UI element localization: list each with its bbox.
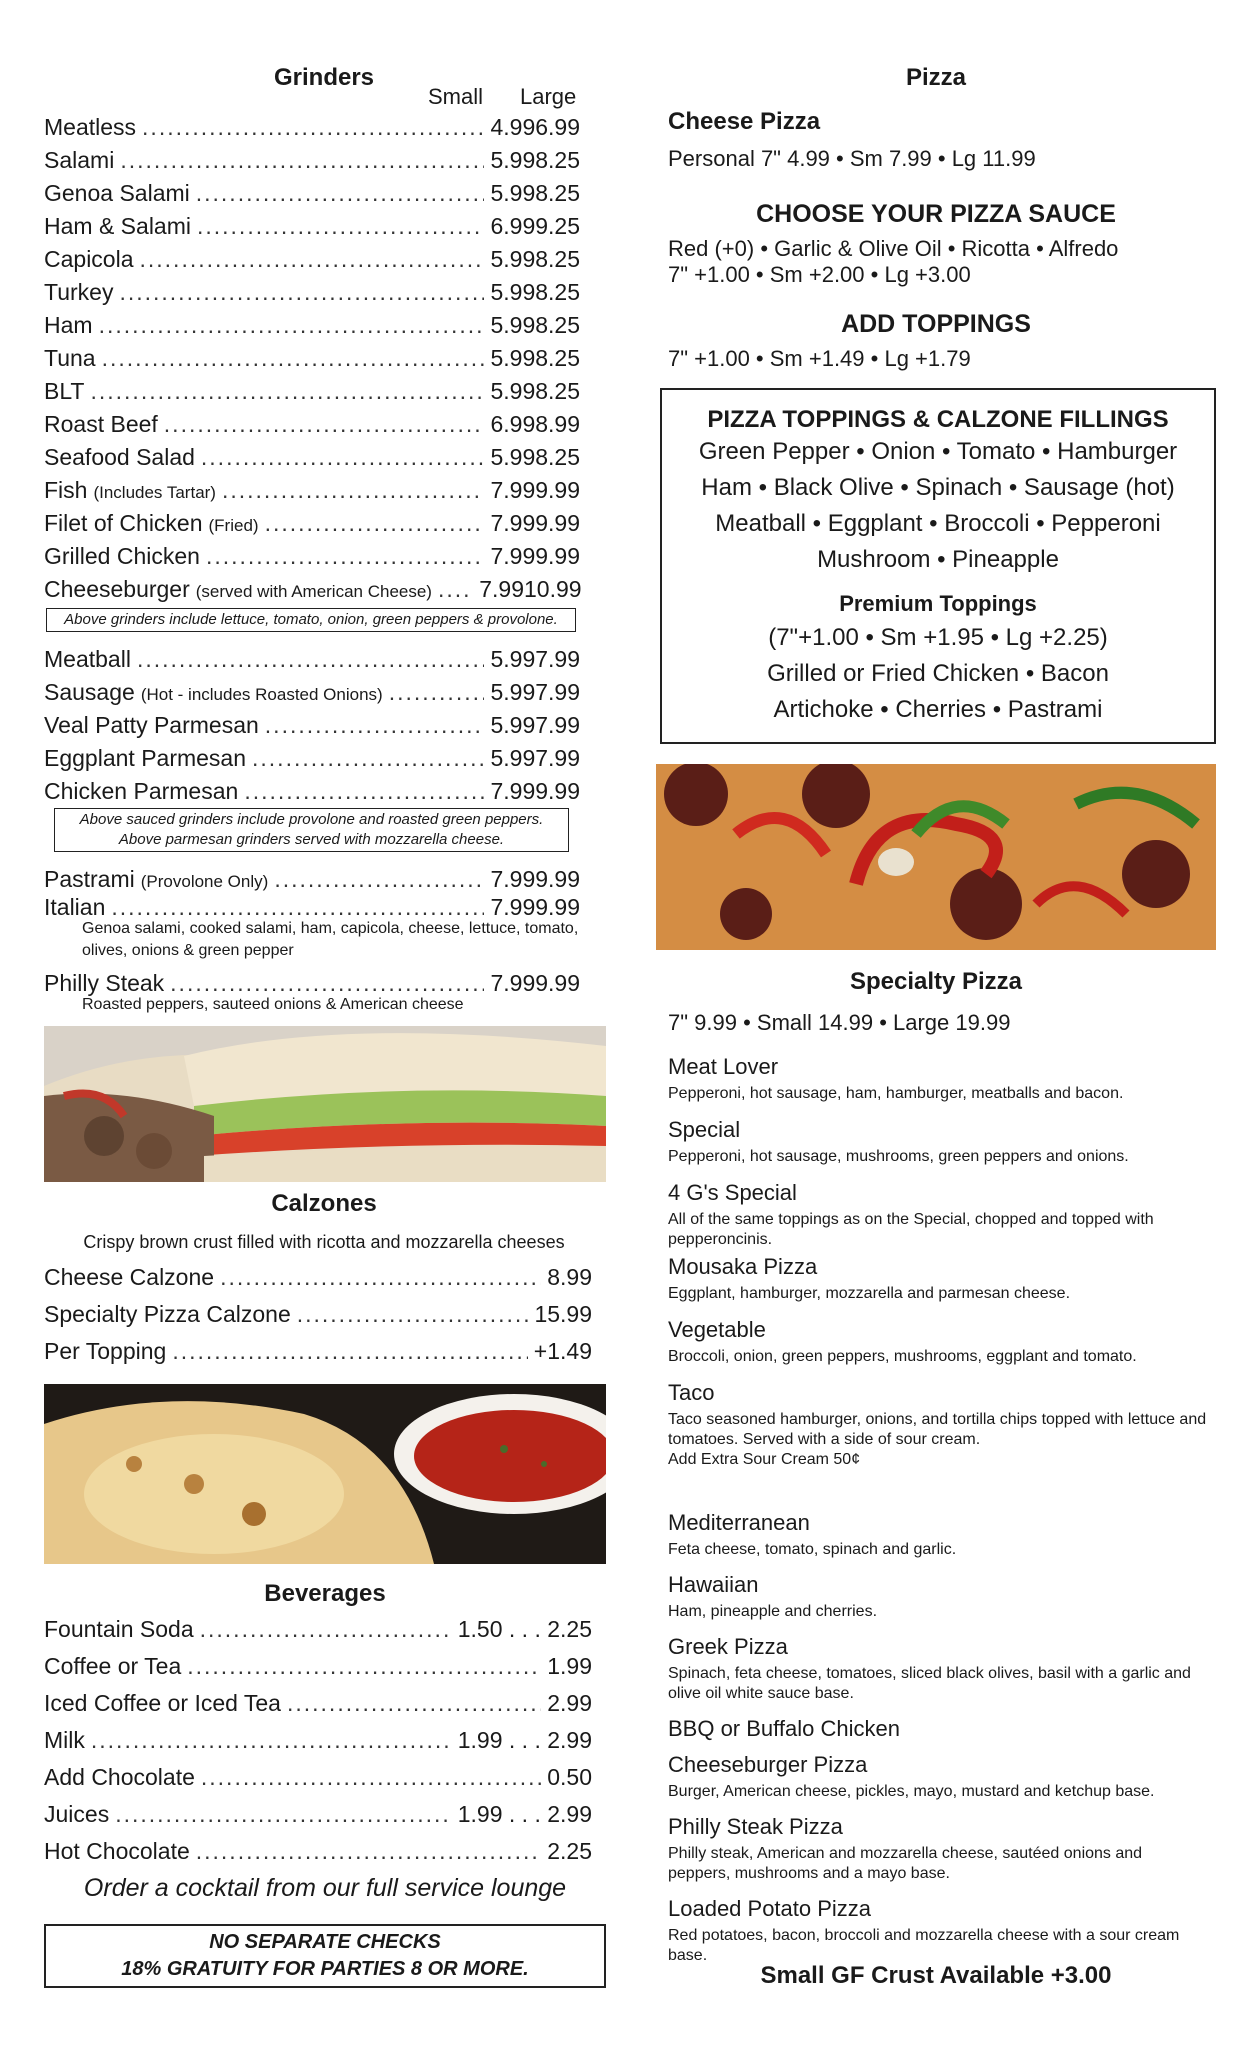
item-note: (Includes Tartar) — [93, 483, 216, 502]
menu-row — [44, 180, 580, 210]
item-name: Eggplant Parmesan — [44, 745, 247, 771]
specialty-prices: 7" 9.99 • Small 14.99 • Large 19.99 — [668, 1010, 1011, 1035]
price-small: 5.99 — [490, 444, 536, 470]
sauce-title: CHOOSE YOUR PIZZA SAUCE — [756, 200, 1116, 228]
item-name: Meatless — [44, 114, 137, 140]
specialty-name: Mediterranean — [668, 1510, 810, 1535]
toppings-line-2: Ham • Black Olive • Spinach • Sausage (hot) — [701, 474, 1175, 501]
premium-prices: (7"+1.00 • Sm +1.95 • Lg +2.25) — [768, 624, 1108, 651]
price-large: 7.99 — [535, 679, 580, 705]
notice-line-2: 18% GRATUITY FOR PARTIES 8 OR MORE. — [121, 1958, 529, 1980]
price-large: 9.99 — [535, 894, 580, 920]
cheese-pizza-prices: Personal 7" 4.99 • Sm 7.99 • Lg 11.99 — [668, 146, 1036, 171]
specialty-description: Feta cheese, tomato, spinach and garlic. — [668, 1541, 957, 1558]
item-name: Hot Chocolate — [44, 1838, 190, 1864]
item-name: Italian — [44, 894, 106, 920]
specialty-name: Vegetable — [668, 1317, 766, 1342]
specialty-description: Broccoli, onion, green peppers, mushrooms, eggplant and tomato. — [668, 1348, 1137, 1365]
price-small: 7.99 — [490, 543, 536, 569]
item-name: Per Topping — [44, 1338, 167, 1364]
price-small: 5.99 — [490, 180, 536, 206]
item-name: BLT — [44, 378, 85, 404]
menu-row — [44, 679, 580, 709]
pizza-title: Pizza — [905, 64, 967, 91]
toppings-title: ADD TOPPINGS — [841, 310, 1031, 338]
item-name: Chicken Parmesan — [44, 778, 239, 804]
leader-dots — [91, 1727, 452, 1754]
price: 8.99 — [547, 1264, 592, 1290]
leader-dots — [170, 970, 484, 997]
toppings-line-4: Mushroom • Pineapple — [817, 546, 1059, 573]
menu-row — [44, 378, 580, 408]
sandwich-photo — [44, 1026, 606, 1182]
menu-row — [44, 576, 580, 606]
specialty-extra: Add Extra Sour Cream 50¢ — [668, 1451, 861, 1468]
menu-row — [44, 213, 580, 243]
menu-row — [44, 1264, 592, 1294]
menu-row — [44, 345, 580, 375]
leader-dots — [265, 510, 485, 537]
leader-dots — [222, 477, 485, 504]
price-small: 7.99 — [479, 576, 524, 602]
specialty-description: Burger, American cheese, pickles, mayo, mustard and ketchup base. — [668, 1783, 1155, 1800]
item-note: (Fried) — [208, 516, 259, 535]
price: 1.99 . . . 2.99 — [457, 1727, 592, 1753]
size-small-header: Small — [428, 84, 484, 109]
philly-description: Roasted peppers, sauteed onions & American cheese — [82, 996, 464, 1013]
item-note: (Hot - includes Roasted Onions) — [140, 685, 383, 704]
price-large: 8.25 — [535, 279, 580, 305]
specialty-name: Cheeseburger Pizza — [668, 1752, 868, 1777]
item-name: Capicola — [44, 246, 134, 272]
price-large: 9.99 — [535, 970, 580, 996]
grinders-note-b1: Above sauced grinders include provolone and roasted green peppers. — [79, 811, 544, 828]
item-name: Meatball — [44, 646, 131, 672]
item-name: Fountain Soda — [44, 1616, 194, 1642]
price-small: 7.99 — [490, 477, 536, 503]
toppings-prices: 7" +1.00 • Sm +1.49 • Lg +1.79 — [668, 346, 971, 371]
menu-row — [44, 1727, 592, 1757]
menu-row — [44, 477, 580, 507]
specialty-name: BBQ or Buffalo Chicken — [668, 1716, 900, 1741]
price-small: 6.99 — [490, 411, 536, 437]
sauce-options: Red (+0) • Garlic & Olive Oil • Ricotta • Alfredo — [668, 236, 1119, 261]
leader-dots — [297, 1301, 529, 1328]
price-large: 9.99 — [535, 477, 580, 503]
menu-row — [44, 1338, 592, 1368]
grinders-note-b — [54, 808, 569, 852]
specialty-title: Specialty Pizza — [849, 968, 1023, 995]
price: 15.99 — [534, 1301, 592, 1327]
item-name: Add Chocolate — [44, 1764, 195, 1790]
premium-title: Premium Toppings — [839, 591, 1037, 616]
leader-dots — [197, 213, 484, 240]
menu-row — [44, 1801, 592, 1831]
item-name: Juices — [44, 1801, 110, 1827]
price: 1.99 — [547, 1653, 592, 1679]
specialty-description: Ham, pineapple and cherries. — [668, 1603, 878, 1620]
price-large: 8.25 — [535, 345, 580, 371]
menu-row — [44, 1653, 592, 1683]
price-small: 5.99 — [490, 646, 536, 672]
price-small: 7.99 — [490, 510, 536, 536]
item-name: Milk — [44, 1727, 85, 1753]
leader-dots — [120, 147, 484, 174]
price-large: 8.25 — [535, 180, 580, 206]
menu-row — [44, 712, 580, 742]
menu-row — [44, 1690, 592, 1720]
price-small: 6.99 — [490, 213, 536, 239]
price-large: 9.99 — [535, 866, 580, 892]
price-small: 5.99 — [490, 378, 536, 404]
specialty-description: Pepperoni, hot sausage, ham, hamburger, meatballs and bacon. — [668, 1085, 1124, 1102]
leader-dots — [206, 543, 485, 570]
specialty-name: Mousaka Pizza — [668, 1254, 818, 1279]
size-large-header: Large — [520, 84, 577, 109]
item-name: Fish — [44, 477, 88, 503]
italian-description: Genoa salami, cooked salami, ham, capicola, cheese, lettuce, tomato, olives, onions & green pepper — [82, 920, 579, 959]
specialty-name: Philly Steak Pizza — [668, 1814, 843, 1839]
price-small: 5.99 — [490, 147, 536, 173]
leader-dots — [201, 444, 485, 471]
specialty-name: Meat Lover — [668, 1054, 779, 1079]
price: 2.25 — [547, 1838, 592, 1864]
item-name: Filet of Chicken — [44, 510, 203, 536]
item-name: Coffee or Tea — [44, 1653, 182, 1679]
item-name: Roast Beef — [44, 411, 158, 437]
gf-crust-note: Small GF Crust Available +3.00 — [760, 1962, 1112, 1989]
item-name: Philly Steak — [44, 970, 165, 996]
leader-dots — [137, 646, 485, 673]
price-small: 5.99 — [490, 712, 536, 738]
leader-dots — [111, 894, 484, 921]
price-small: 7.99 — [490, 778, 536, 804]
toppings-line-1: Green Pepper • Onion • Tomato • Hamburger — [698, 438, 1178, 465]
leader-dots — [244, 778, 484, 805]
leader-dots — [102, 345, 485, 372]
specialty-description: Pepperoni, hot sausage, mushrooms, green peppers and onions. — [668, 1148, 1129, 1165]
leader-dots — [200, 1616, 452, 1643]
menu-row — [44, 411, 580, 441]
grinders-title: Grinders — [273, 64, 375, 91]
specialty-description: Philly steak, American and mozzarella cheese, sautéed onions and peppers, mushrooms and a mayo base. — [668, 1845, 1143, 1882]
leader-dots — [389, 679, 485, 706]
toppings-box-title: PIZZA TOPPINGS & CALZONE FILLINGS — [707, 406, 1169, 433]
leader-dots — [196, 180, 485, 207]
item-name: Veal Patty Parmesan — [44, 712, 259, 738]
grinders-note-a: Above grinders include lettuce, tomato, onion, green peppers & provolone. — [46, 608, 576, 632]
item-name: Ham — [44, 312, 93, 338]
price: +1.49 — [533, 1338, 592, 1364]
menu-row — [44, 778, 580, 808]
price-large: 6.99 — [535, 114, 580, 140]
price-small: 5.99 — [490, 345, 536, 371]
leader-dots — [172, 1338, 527, 1365]
specialty-name: 4 G's Special — [668, 1180, 797, 1205]
item-note: (Provolone Only) — [140, 872, 269, 891]
grinders-note-b2: Above parmesan grinders served with mozzarella cheese. — [118, 831, 505, 848]
price-small: 5.99 — [490, 279, 536, 305]
leader-dots — [142, 114, 484, 141]
leader-dots — [187, 1653, 541, 1680]
specialty-description: Eggplant, hamburger, mozzarella and parmesan cheese. — [668, 1285, 1071, 1302]
calzones-lead: Crispy brown crust filled with ricotta and mozzarella cheeses — [83, 1232, 565, 1252]
specialty-name: Hawaiian — [668, 1572, 759, 1597]
leader-dots — [140, 246, 485, 273]
beverages-title: Beverages — [264, 1580, 386, 1607]
specialty-name: Greek Pizza — [668, 1634, 788, 1659]
leader-dots — [115, 1801, 452, 1828]
price-large: 8.25 — [535, 147, 580, 173]
price-large: 7.99 — [535, 646, 580, 672]
price-small: 7.99 — [490, 866, 536, 892]
calzone-photo — [44, 1384, 606, 1564]
checks-notice — [44, 1924, 606, 1988]
sauce-prices: 7" +1.00 • Sm +2.00 • Lg +3.00 — [668, 262, 971, 287]
specialty-name: Special — [668, 1117, 741, 1142]
price-large: 9.99 — [535, 543, 580, 569]
item-name: Cheeseburger — [44, 576, 190, 602]
leader-dots — [252, 745, 484, 772]
menu-row — [44, 1838, 592, 1868]
menu-row — [44, 646, 580, 676]
leader-dots — [265, 712, 485, 739]
menu-row — [44, 1616, 592, 1646]
leader-dots — [220, 1264, 541, 1291]
item-name: Tuna — [44, 345, 96, 371]
leader-dots — [274, 866, 484, 893]
price: 2.99 — [547, 1690, 592, 1716]
item-name: Seafood Salad — [44, 444, 195, 470]
menu-row — [44, 114, 580, 144]
menu-row — [44, 510, 580, 540]
menu-row — [44, 543, 580, 573]
price-large: 9.25 — [535, 213, 580, 239]
price-small: 7.99 — [490, 894, 536, 920]
specialty-description: Red potatoes, bacon, broccoli and mozzarella cheese with a sour cream base. — [668, 1927, 1180, 1964]
item-name: Iced Coffee or Iced Tea — [44, 1690, 281, 1716]
item-note: (served with American Cheese) — [195, 582, 432, 601]
leader-dots — [90, 378, 484, 405]
item-name: Grilled Chicken — [44, 543, 200, 569]
price-large: 7.99 — [535, 712, 580, 738]
item-name: Genoa Salami — [44, 180, 190, 206]
menu-row — [44, 246, 580, 276]
leader-dots — [287, 1690, 541, 1717]
menu-row — [44, 745, 580, 775]
price-small: 7.99 — [490, 970, 536, 996]
premium-line-2: Artichoke • Cherries • Pastrami — [773, 696, 1103, 723]
notice-line-1: NO SEPARATE CHECKS — [209, 1931, 441, 1953]
item-name: Cheese Calzone — [44, 1264, 215, 1290]
item-name: Specialty Pizza Calzone — [44, 1301, 291, 1327]
lounge-text: Order a cocktail from our full service lounge — [83, 1874, 567, 1902]
menu-row — [44, 147, 580, 177]
price-small: 4.99 — [490, 114, 536, 140]
toppings-line-3: Meatball • Eggplant • Broccoli • Pepperoni — [715, 510, 1161, 537]
menu-row — [44, 279, 580, 309]
premium-line-1: Grilled or Fried Chicken • Bacon — [767, 660, 1109, 687]
price-large: 8.25 — [535, 246, 580, 272]
specialty-name: Loaded Potato Pizza — [668, 1896, 872, 1921]
item-name: Turkey — [44, 279, 114, 305]
item-name: Pastrami — [44, 866, 135, 892]
price-large: 7.99 — [535, 745, 580, 771]
price: 1.99 . . . 2.99 — [457, 1801, 592, 1827]
leader-dots — [201, 1764, 541, 1791]
leader-dots — [99, 312, 485, 339]
price-large: 10.99 — [524, 576, 582, 602]
price-large: 8.25 — [535, 378, 580, 404]
toppings-box — [660, 388, 1216, 744]
menu-row — [44, 866, 580, 896]
menu-row — [44, 444, 580, 474]
specialty-description: All of the same toppings as on the Special, chopped and topped with pepperoncinis. — [668, 1211, 1154, 1248]
cheese-pizza-title: Cheese Pizza — [668, 108, 821, 135]
specialty-description: Spinach, feta cheese, tomatoes, sliced black olives, basil with a garlic and olive oil white sauce base. — [668, 1665, 1191, 1702]
price-large: 9.99 — [535, 778, 580, 804]
pizza-photo — [656, 764, 1216, 950]
menu-row — [44, 1764, 592, 1794]
specialty-name: Taco — [668, 1380, 715, 1405]
leader-dots — [196, 1838, 541, 1865]
price-small: 5.99 — [490, 246, 536, 272]
price: 1.50 . . . 2.25 — [457, 1616, 592, 1642]
price-large: 8.25 — [535, 444, 580, 470]
item-name: Salami — [44, 147, 115, 173]
price-small: 5.99 — [490, 312, 536, 338]
item-name: Ham & Salami — [44, 213, 191, 239]
calzones-title: Calzones — [271, 1190, 377, 1217]
specialty-description: Taco seasoned hamburger, onions, and tortilla chips topped with lettuce and tomatoes. Served with a side of sour cream. — [668, 1411, 1207, 1448]
menu-row — [44, 312, 580, 342]
leader-dots — [164, 411, 485, 438]
price: 0.50 — [547, 1764, 592, 1790]
leader-dots — [119, 279, 484, 306]
leader-dots — [438, 576, 473, 603]
menu-row — [44, 1301, 592, 1331]
price-large: 9.99 — [535, 510, 580, 536]
item-name: Sausage — [44, 679, 135, 705]
price-small: 5.99 — [490, 745, 536, 771]
price-large: 8.99 — [535, 411, 580, 437]
price-small: 5.99 — [490, 679, 536, 705]
price-large: 8.25 — [535, 312, 580, 338]
